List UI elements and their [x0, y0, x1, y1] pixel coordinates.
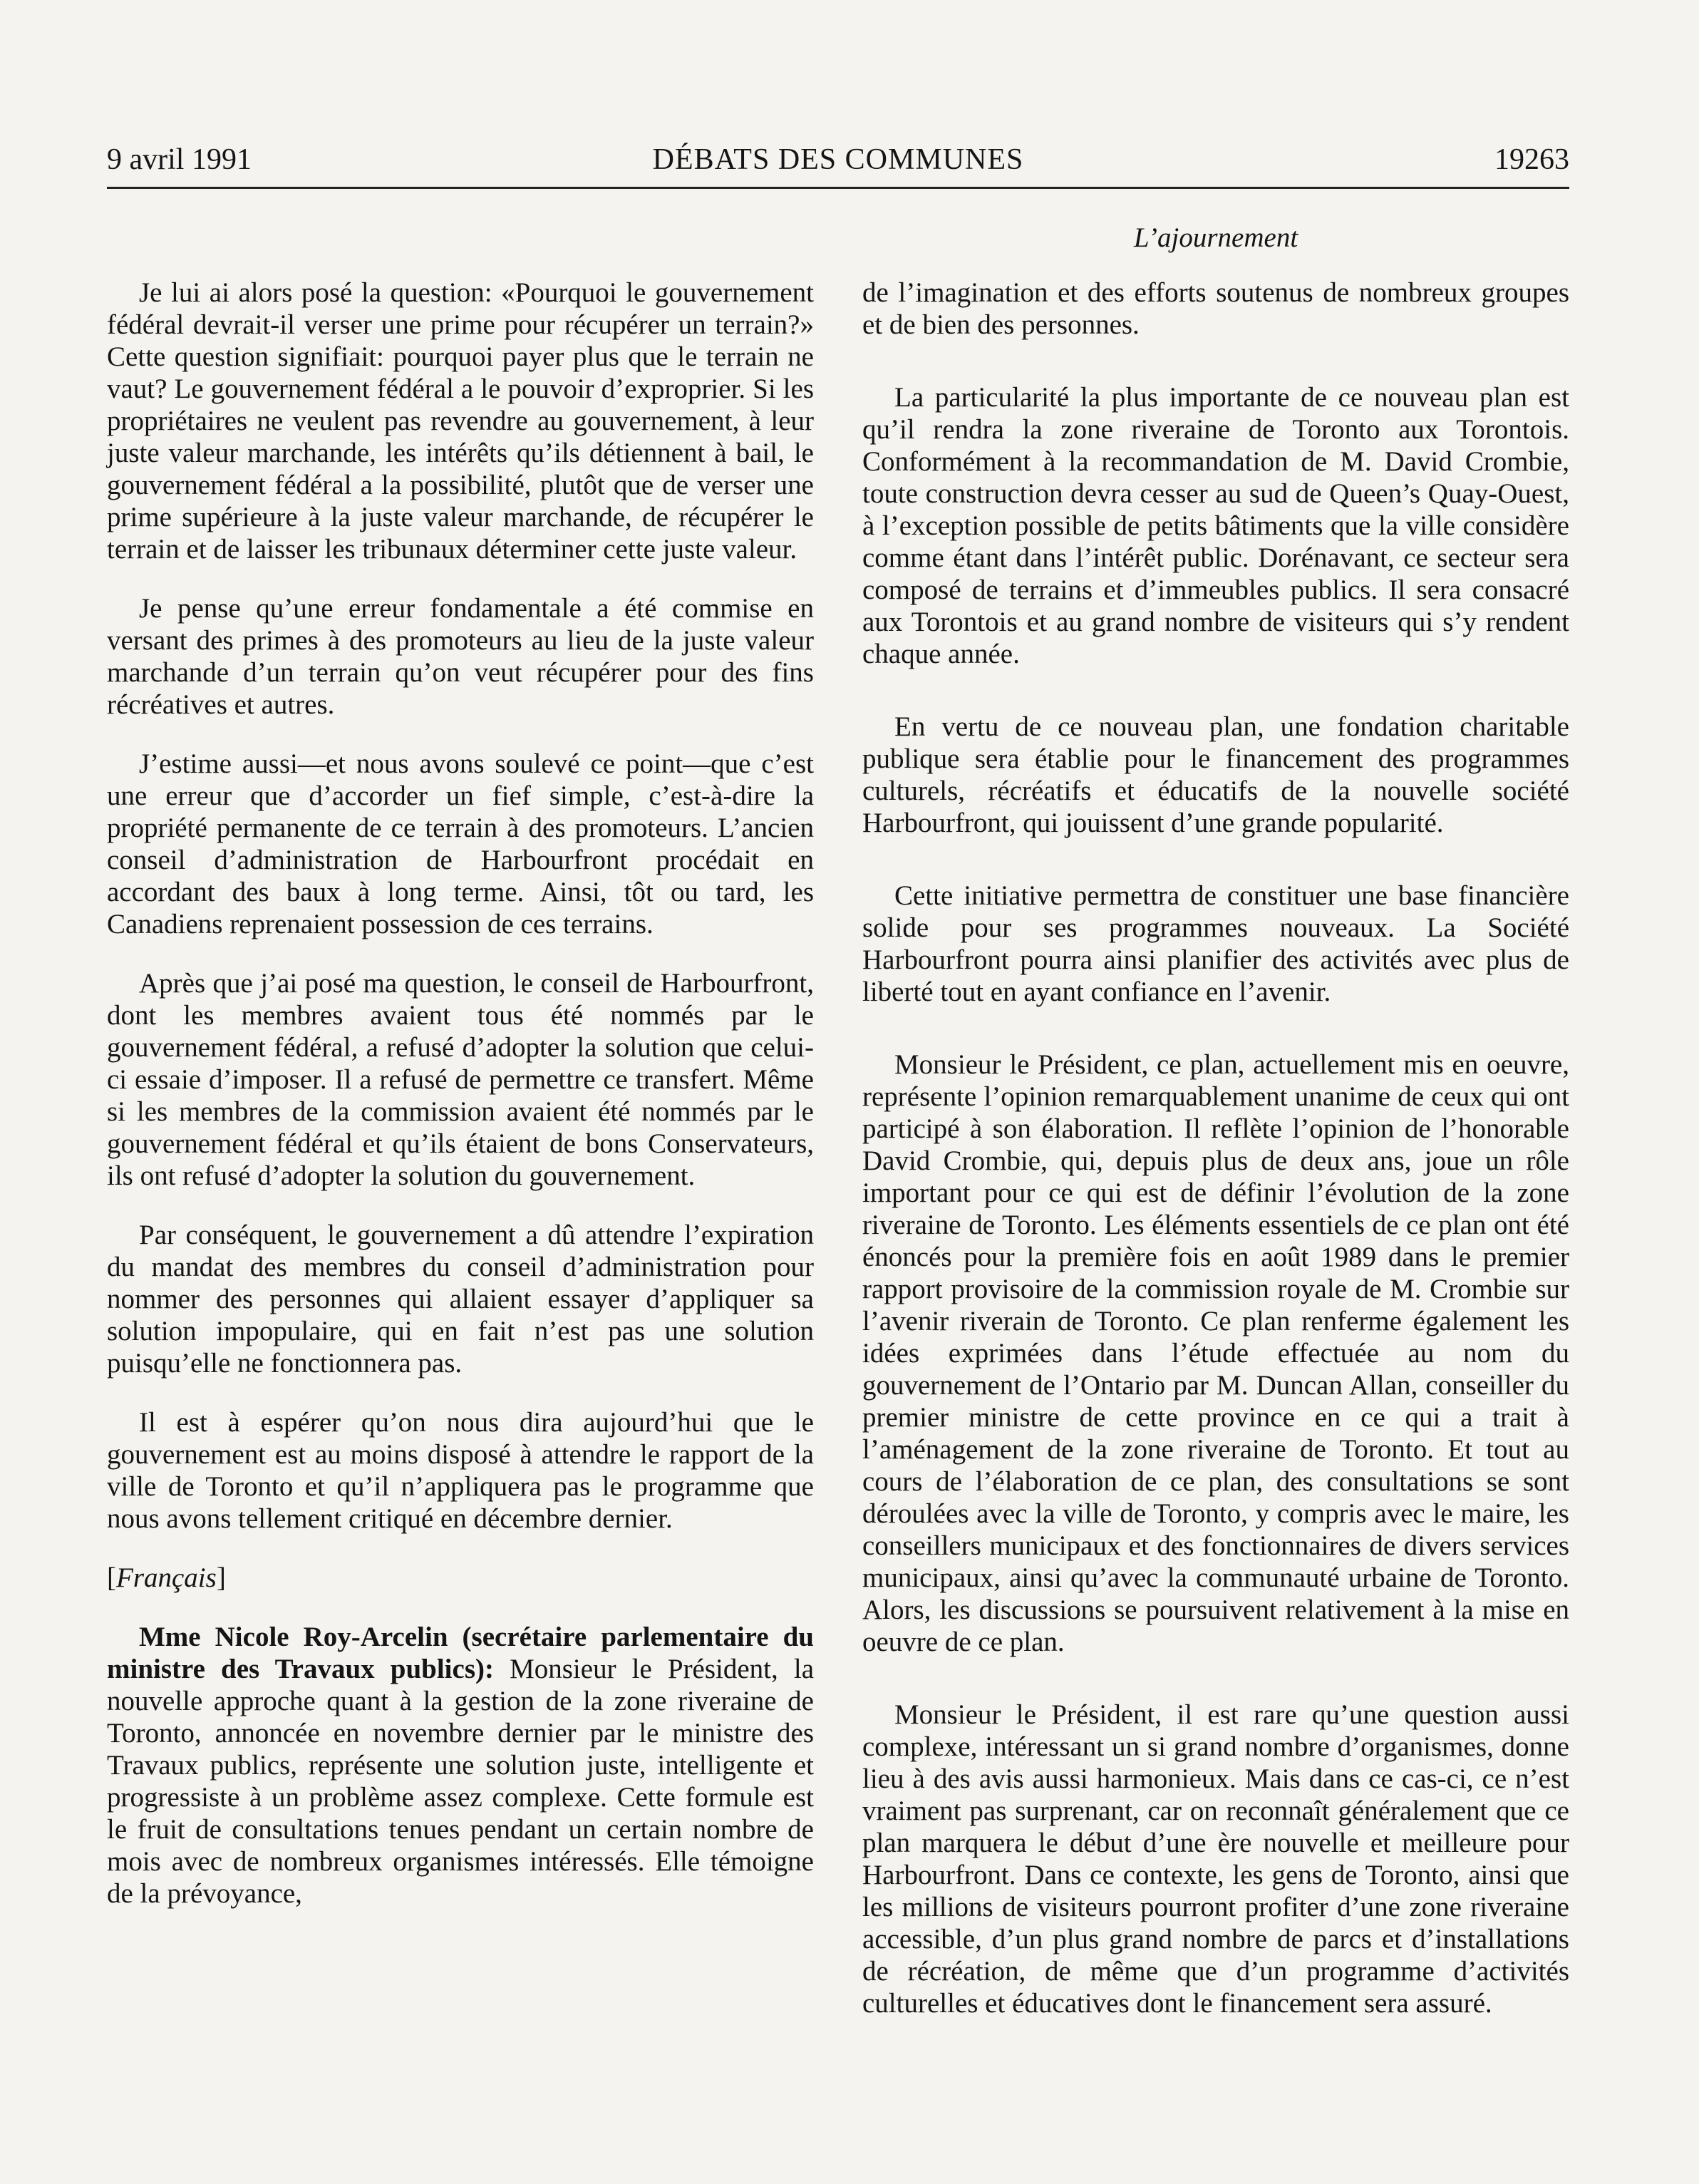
paragraph: Après que j’ai posé ma question, le conseil de Harbourfront, dont les membres avaient tous été nommés par le gouvernement fédéral, a refusé d’adopter la solution que celui-ci essaie d’imposer. Il a refusé de permettre ce transfert. Même si les membres de la commission avaient été nommés par le gouvernement fédéral et qu’ils étaient de bons Conservateurs, ils ont refusé d’adopter la solution du gouvernement. [107, 968, 814, 1191]
left-column [107, 277, 814, 1910]
language-name: Français [116, 1562, 217, 1593]
paragraph: Il est à espérer qu’on nous dira aujourd’hui que le gouvernement est au moins disposé à attendre le rapport de la ville de Toronto et qu’il n’appliquera pas le programme que nous avons tellement critiqué en décembre dernier. [107, 1407, 814, 1534]
speech-paragraph [107, 1621, 814, 1910]
language-bracket-open: [ [107, 1562, 116, 1593]
paragraph: En vertu de ce nouveau plan, une fondation charitable publique sera établie pour le financement des programmes culturels, récréatifs et éducatifs de la nouvelle société Harbourfront, qui jouissent d’une grande popularité. [862, 711, 1569, 838]
language-tag [107, 1562, 814, 1594]
paragraph: Cette initiative permettra de constituer une base financière solide pour ses programmes nouveaux. La Société Harbourfront pourra ainsi planifier des activités avec plus de liberté tout en ayant confiance en l’avenir. [862, 880, 1569, 1007]
header-date: 9 avril 1991 [107, 143, 252, 176]
paragraph: Monsieur le Président, ce plan, actuellement mis en oeuvre, représente l’opinion remarquablement unanime de ceux qui ont participé à son élaboration. Il reflète l’opinion de l’honorable David Crombie, qui, depuis plus de deux ans, joue un rôle important pour ce qui est de définir l’évolution de la zone riveraine de Toronto. Les éléments essentiels de ce plan ont été énoncés pour la première fois en août 1989 dans le premier rapport provisoire de la commission royale de M. Crombie sur l’avenir riverain de Toronto. Ce plan renferme également les idées exprimées dans l’étude effectuée au nom du gouvernement de l’Ontario par M. Duncan Allan, conseiller du premier ministre de cette province en ce qui a trait à l’aménagement de la zone riveraine de Toronto. Et tout au cours de l’élaboration de ce plan, des consultations se sont déroulées avec la ville de Toronto, y compris avec le maire, les conseillers municipaux et des fonctionnaires de divers services municipaux, ainsi qu’avec la communauté urbaine de Toronto. Alors, les discussions se poursuivent relativement à la mise en oeuvre de ce plan. [862, 1049, 1569, 1657]
paragraph: de l’imagination et des efforts soutenus de nombreux groupes et de bien des personnes. [862, 277, 1569, 340]
speech-text: Monsieur le Président, la nouvelle approche quant à la gestion de la zone riveraine de Toronto, annoncée en novembre dernier par le ministre des Travaux publics, représente une solution juste, intelligente et progressiste à un problème assez complexe. Cette formule est le fruit de consultations tenues pendant un certain nombre de mois avec de nombreux organismes intéressés. Elle témoigne de la prévoyance, [107, 1654, 814, 1909]
paragraph: J’estime aussi—et nous avons soulevé ce point—que c’est une erreur que d’accorder un fief simple, c’est-à-dire la propriété permanente de ce terrain à des promoteurs. L’ancien conseil d’administration de Harbourfront procédait en accordant des baux à long terme. Ainsi, tôt ou tard, les Canadiens reprenaient possession de ces terrains. [107, 748, 814, 939]
language-bracket-close: ] [216, 1562, 226, 1593]
header-title: DÉBATS DES COMMUNES [652, 143, 1024, 176]
header-page-number: 19263 [1494, 143, 1569, 176]
right-column [862, 277, 1569, 2019]
paragraph: Je lui ai alors posé la question: «Pourquoi le gouvernement fédéral devrait-il verser une prime pour récupérer un terrain?» Cette question signifiait: pourquoi payer plus que le terrain ne vaut? Le gouvernement fédéral a le pouvoir d’exproprier. Si les propriétaires ne veulent pas revendre au gouvernement, à leur juste valeur marchande, les intérêts qu’ils détiennent à bail, le gouvernement fédéral a la possibilité, plutôt que de verser une prime supérieure à la juste valeur marchande, de récupérer le terrain et de laisser les tribunaux déterminer cette juste valeur. [107, 277, 814, 565]
page-header [107, 140, 1569, 184]
speaker-name: Mme Nicole Roy-Arcelin (secrétaire parlementaire du ministre des Travaux publics): [107, 1622, 814, 1684]
paragraph: La particularité la plus importante de ce nouveau plan est qu’il rendra la zone riveraine de Toronto aux Torontois. Conformément à la recommandation de M. David Crombie, toute construction devra cesser au sud de Queen’s Quay-Ouest, à l’exception possible de petits bâtiments que la ville considère comme étant dans l’intérêt public. Dorénavant, ce secteur sera composé de terrains et d’immeubles publics. Il sera consacré aux Torontois et au grand nombre de visiteurs qui s’y rendent chaque année. [862, 382, 1569, 669]
paragraph: Monsieur le Président, il est rare qu’une question aussi complexe, intéressant un si grand nombre d’organismes, donne lieu à des avis aussi harmonieux. Mais dans ce cas-ci, ce n’est vraiment pas surprenant, car on reconnaît généralement que ce plan marquera le début d’une ère nouvelle et meilleure pour Harbourfront. Dans ce contexte, les gens de Toronto, ainsi que les millions de visiteurs pourront profiter d’une zone riveraine accessible, d’un plus grand nombre de parcs et d’installations de récréation, de même que d’un programme d’activités culturelles et éducatives dont le financement sera assuré. [862, 1699, 1569, 2019]
running-head: L’ajournement [1133, 222, 1298, 253]
header-rule [107, 187, 1569, 189]
paragraph: Je pense qu’une erreur fondamentale a été commise en versant des primes à des promoteurs au lieu de la juste valeur marchande d’un terrain qu’on veut récupérer pour des fins récréatives et autres. [107, 593, 814, 720]
paragraph: Par conséquent, le gouvernement a dû attendre l’expiration du mandat des membres du conseil d’administration pour nommer des personnes qui allaient essayer d’appliquer sa solution impopulaire, qui en fait n’est pas une solution puisqu’elle ne fonctionnera pas. [107, 1220, 814, 1379]
